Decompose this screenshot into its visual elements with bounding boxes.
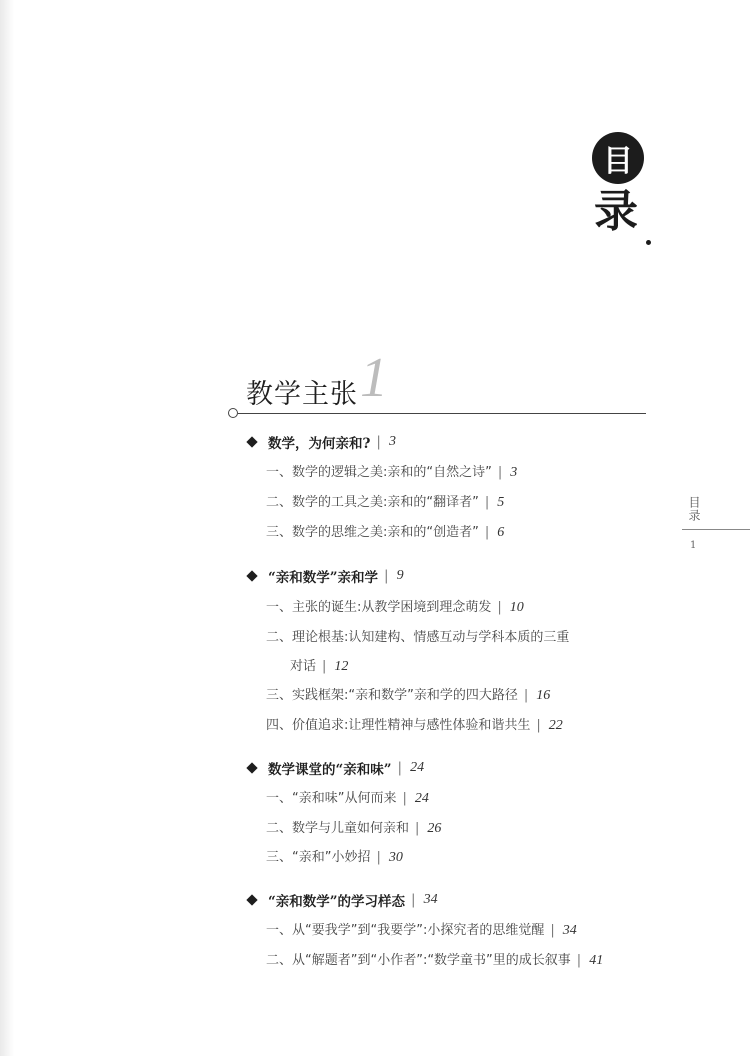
toc-entry[interactable] xyxy=(266,521,504,541)
diamond-bullet-icon xyxy=(246,570,257,581)
toc-chapter[interactable] xyxy=(246,566,404,586)
toc-entry[interactable] xyxy=(266,714,563,734)
running-header-page-number: 1 xyxy=(690,540,697,551)
toc-badge-second-char: 录 xyxy=(594,186,638,237)
toc-chapter-page: 34 xyxy=(423,892,438,907)
toc-entry-page: 3 xyxy=(510,465,518,480)
running-header-rule xyxy=(682,529,750,530)
toc-entry-page: 16 xyxy=(536,688,551,703)
toc-entry-page: 22 xyxy=(548,718,563,733)
toc-separator: | xyxy=(484,495,490,510)
toc-entry-text: 三、实践框架:“亲和数学”亲和学的四大路径 xyxy=(266,688,518,703)
toc-entry[interactable] xyxy=(266,626,569,645)
toc-entry-text: 二、数学与儿童如何亲和 xyxy=(266,821,410,836)
toc-separator: | xyxy=(322,659,327,674)
toc-chapter[interactable] xyxy=(246,758,424,778)
toc-badge-circle: 目 xyxy=(592,132,644,184)
toc-chapter-page: 24 xyxy=(410,760,425,775)
toc-entry-text: 一、主张的诞生:从教学困境到理念萌发 xyxy=(266,600,492,615)
toc-entry-text: 一、数学的逻辑之美:亲和的“自然之诗” xyxy=(266,465,492,480)
toc-chapter-title: 数学课堂的“亲和味” xyxy=(268,762,392,778)
toc-separator: | xyxy=(484,525,490,540)
toc-entry-page: 24 xyxy=(414,791,429,806)
toc-entry[interactable] xyxy=(266,491,504,511)
toc-chapter-title: “亲和数学”的学习样态 xyxy=(268,894,406,910)
toc-separator: | xyxy=(576,953,582,968)
page-edge-shadow xyxy=(0,0,14,1056)
toc-entry-text: 四、价值追求:让理性精神与感性体验和谐共生 xyxy=(266,718,531,733)
toc-entry-text: 三、“亲和”小妙招 xyxy=(266,850,371,865)
toc-separator: | xyxy=(550,923,555,938)
toc-separator: | xyxy=(497,465,503,480)
toc-entry-text: 二、理论根基:认知建构、情感互动与学科本质的三重 xyxy=(266,630,570,645)
toc-entry[interactable] xyxy=(266,787,429,807)
diamond-bullet-icon xyxy=(246,894,257,905)
toc-entry[interactable] xyxy=(266,596,524,616)
toc-entry-page: 6 xyxy=(497,525,505,540)
toc-entry-page: 34 xyxy=(562,923,577,938)
toc-separator: | xyxy=(384,568,389,584)
section-heading-circle-icon xyxy=(228,408,238,418)
toc-entry-page: 5 xyxy=(497,495,505,510)
toc-entry-page: 10 xyxy=(509,600,524,615)
toc-chapter[interactable] xyxy=(246,890,438,910)
toc-entry[interactable] xyxy=(266,846,403,866)
toc-separator: | xyxy=(497,600,502,615)
toc-entry-text: 三、数学的思维之美:亲和的“创造者” xyxy=(266,525,479,540)
toc-entry-text: 一、“亲和味”从何而来 xyxy=(266,791,397,806)
toc-badge-dot xyxy=(646,240,651,245)
toc-chapter-page: 9 xyxy=(396,568,404,583)
toc-separator: | xyxy=(397,760,403,776)
toc-entry-page: 12 xyxy=(334,659,349,674)
toc-entry-page: 26 xyxy=(427,821,442,836)
toc-entry[interactable] xyxy=(266,817,441,837)
toc-entry-page: 41 xyxy=(589,953,604,968)
toc-entry-page: 30 xyxy=(388,850,403,865)
toc-entry[interactable] xyxy=(266,684,550,704)
toc-badge xyxy=(590,132,660,262)
toc-entry-text: 二、数学的工具之美:亲和的“翻译者” xyxy=(266,495,479,510)
toc-separator: | xyxy=(536,718,541,733)
toc-separator: | xyxy=(523,688,529,703)
toc-chapter[interactable] xyxy=(246,432,396,452)
section-heading-rule xyxy=(238,413,646,414)
toc-entry[interactable] xyxy=(266,461,517,481)
toc-entry[interactable] xyxy=(266,949,603,969)
section-number: 1 xyxy=(360,347,388,409)
toc-separator: | xyxy=(415,821,420,836)
toc-chapter-page: 3 xyxy=(388,434,396,449)
toc-separator: | xyxy=(376,850,381,865)
toc-chapter-title: 数学，为何亲和? xyxy=(268,436,371,452)
section-title: 教学主张 xyxy=(246,379,358,410)
toc-entry[interactable] xyxy=(290,655,348,675)
diamond-bullet-icon xyxy=(246,436,257,447)
toc-entry-text: 对话 xyxy=(290,659,317,674)
toc-entry[interactable] xyxy=(266,919,577,939)
toc-separator: | xyxy=(411,892,416,908)
toc-chapter-title: “亲和数学”亲和学 xyxy=(268,570,379,586)
toc-entry-text: 一、从“要我学”到“我要学”:小探究者的思维觉醒 xyxy=(266,923,545,938)
diamond-bullet-icon xyxy=(246,762,257,773)
toc-separator: | xyxy=(402,791,407,806)
toc-separator: | xyxy=(376,434,381,450)
running-header-label: 目录 xyxy=(687,496,701,522)
toc-entry-text: 二、从“解题者”到“小作者”:“数学童书”里的成长叙事 xyxy=(266,953,571,968)
